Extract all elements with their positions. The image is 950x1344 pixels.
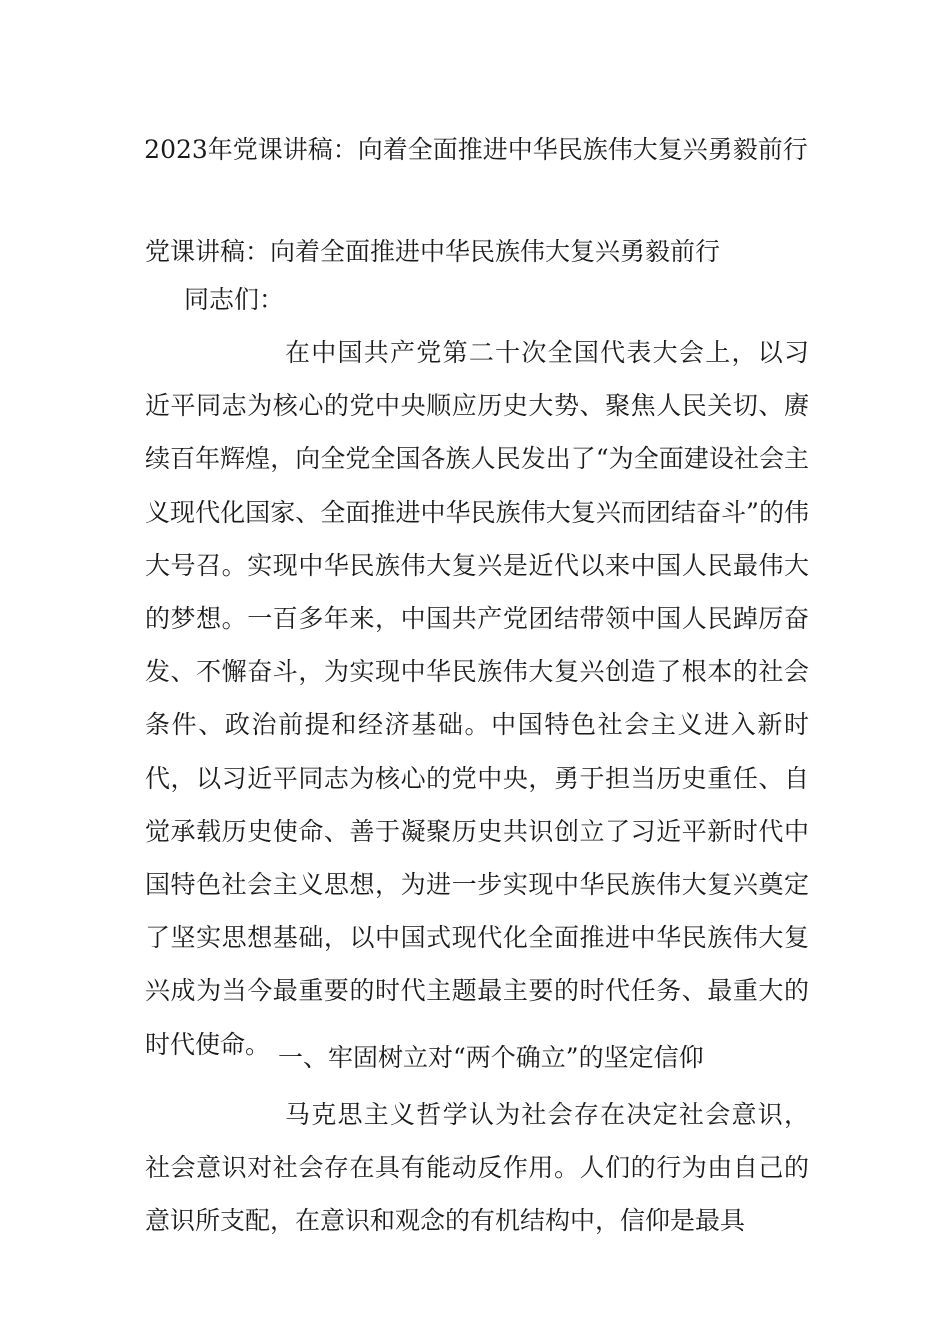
- section-heading-1: 一、牢固树立对“两个确立”的坚定信仰: [278, 1043, 704, 1072]
- body-paragraph-2: 马克思主义哲学认为社会存在决定社会意识，社会意识对社会存在具有能动反作用。人们的行为由自己的意识所支配，在意识和观念的有机结构中，信仰是最具: [145, 1100, 809, 1236]
- greeting: 同志们：: [184, 285, 285, 314]
- body-paragraph-1: 在中国共产党第二十次全国代表大会上，以习近平同志为核心的党中央顺应历史大势、聚焦人民关切、赓续百年辉煌，向全党全国各族人民发出了“为全面建设社会主义现代化国家、全面推进中华民族伟大复兴而团结奋斗”的伟大号召。实现中华民族伟大复兴是近代以来中国人民最伟大的梦想。一百多年来，中国共产党团结带领中国人民踔厉奋发、不懈奋斗，为实现中华民族伟大复兴创造了根本的社会条件、政治前提和经济基础。中国特色社会主义进入新时代，以习近平同志为核心的党中央，勇于担当历史重任、自觉承载历史使命、善于凝聚历史共识创立了习近平新时代中国特色社会主义思想，为进一步实现中华民族伟大复兴奠定了坚实思想基础，以中国式现代化全面推进中华民族伟大复兴成为当今最重要的时代主题最主要的时代任务、最重大的时代使命。: [145, 338, 809, 1059]
- document-subtitle: 党课讲稿：向着全面推进中华民族伟大复兴勇毅前行: [145, 237, 721, 266]
- document-title: 2023年党课讲稿：向着全面推进中华民族伟大复兴勇毅前行: [144, 135, 808, 164]
